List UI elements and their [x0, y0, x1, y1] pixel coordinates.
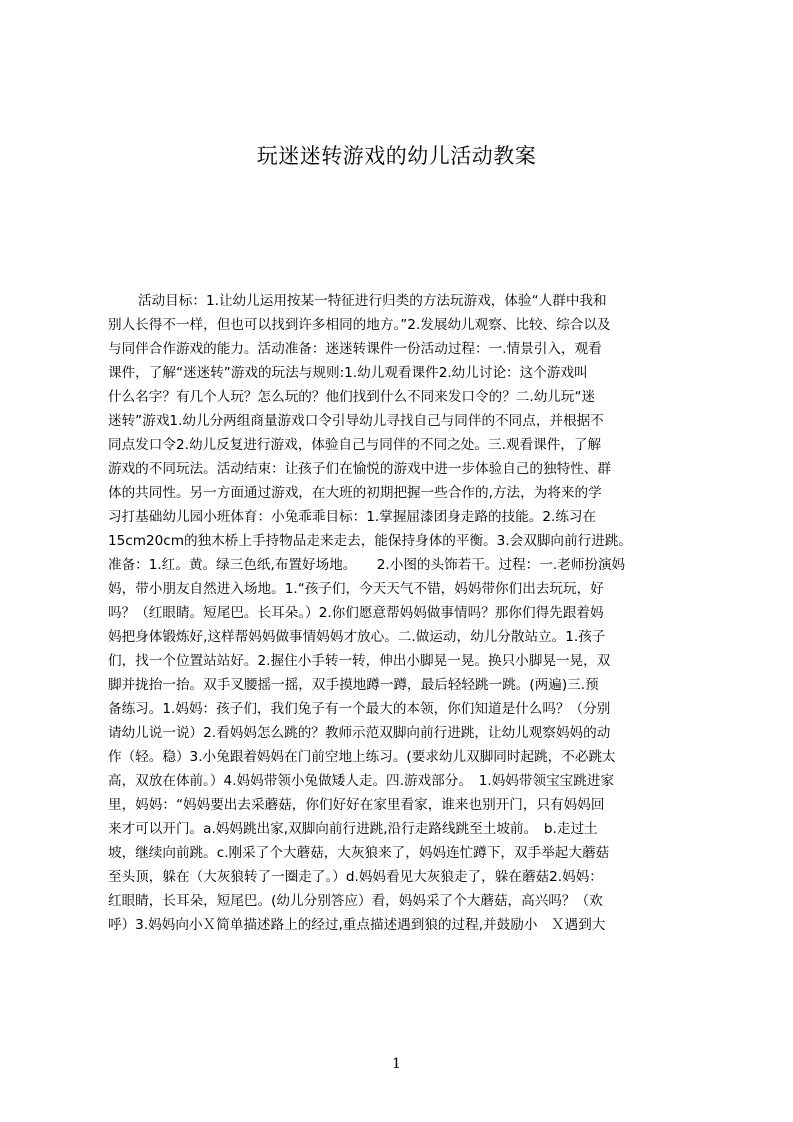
text-line: 什么名字？有几个人玩？怎么玩的？他们找到什么不同来发口令的？二.幼儿玩“迷 [108, 389, 596, 405]
text-line: 迷转”游戏1.幼儿分两组商量游戏口令引导幼儿寻找自己与同伴的不同点，并根据不 [108, 413, 604, 429]
text-line: 习打基础幼儿园小班体育：小兔乖乖目标：1.掌握屈漆团身走路的技能。2.练习在 [108, 509, 597, 525]
text-line: 体的共同性。另一方面通过游戏，在大班的初期把握一些合作的,方法，为将来的学 [108, 485, 602, 501]
text-line: 游戏的不同玩法。活动结束：让孩子们在愉悦的游戏中进一步体验自己的独特性、群 [108, 461, 611, 477]
text-line: 准备：1.红。黄。绿三色纸,布置好场地。 2.小图的头饰若干。过程：一.老师扮演妈 [108, 557, 626, 573]
text-line: 们，找一个位置站站好。2.握住小手转一转，伸出小脚晃一晃。换只小脚晃一晃，双 [108, 653, 611, 669]
text-line: 与同伴合作游戏的能力。活动准备：迷迷转课件一份活动过程：一.情景引入，观看 [108, 341, 602, 357]
body-text [108, 289, 698, 937]
text-line: 课件，了解“迷迷转”游戏的玩法与规则:1.幼儿观看课件2.幼儿讨论：这个游戏叫 [108, 365, 588, 381]
text-line: 至头顶，躲在（大灰狼转了一圈走了。）d.妈妈看见大灰狼走了，躲在蘑菇2.妈妈： [108, 869, 603, 885]
text-line: 红眼睛，长耳朵，短尾巴。(幼儿分别答应）看，妈妈采了个大蘑菇，高兴吗？（欢 [108, 893, 603, 909]
text-line: 吗？（红眼睛。短尾巴。长耳朵。）2.你们愿意帮妈妈做事情吗？那你们得先跟着妈 [108, 605, 604, 621]
text-line: 15cm20cm的独木桥上手持物品走来走去，能保持身体的平衡。3.会双脚向前行进跳。 [108, 533, 632, 549]
text-line: 活动目标：1.让幼儿运用按某一特征进行归类的方法玩游戏，体验“人群中我和 [138, 293, 607, 309]
text-line: 作（轻。稳）3.小兔跟着妈妈在门前空地上练习。(要求幼儿双脚同时起跳，不必跳太 [108, 749, 616, 765]
text-line: 坡，继续向前跳。c.刚采了个大蘑菇，大灰狼来了，妈妈连忙蹲下，双手举起大蘑菇 [108, 845, 610, 861]
text-line: 妈，带小朋友自然进入场地。1.“孩子们，今天天气不错，妈妈带你们出去玩玩，好 [108, 581, 604, 597]
page-number: 1 [392, 1056, 401, 1072]
text-line: 高，双放在体前。）4.妈妈带领小兔做矮人走。四.游戏部分。 1.妈妈带领宝宝跳进家 [108, 773, 615, 789]
text-line: 备练习。1.妈妈：孩子们，我们兔子有一个最大的本领，你们知道是什么吗？（分别 [108, 701, 611, 717]
document-title: 玩迷迷转游戏的幼儿活动教案 [256, 144, 537, 168]
text-line: 里，妈妈：“妈妈要出去采蘑菇，你们好好在家里看家，谁来也别开门，只有妈妈回 [108, 797, 605, 813]
text-line: 妈把身体锻炼好,这样帮妈妈做事情妈妈才放心。二.做运动，幼儿分散站立。1.孩子 [108, 629, 606, 645]
text-line: 别人长得不一样，但也可以找到许多相同的地方。”2.发展幼儿观察、比较、综合以及 [108, 317, 611, 333]
text-line: 呼）3.妈妈向小Ｘ简单描述路上的经过,重点描述遇到狼的过程,并鼓励小 Ｘ遇到大 [108, 917, 606, 933]
text-line: 脚并拢抬一抬。双手叉腰摇一摇，双手摸地蹲一蹲，最后轻轻跳一跳。(两遍)三.预 [108, 677, 599, 693]
text-line: 同点发口令2.幼儿反复进行游戏，体验自己与同伴的不同之处。三.观看课件，了解 [108, 437, 602, 453]
text-line: 来才可以开门。a.妈妈跳出家,双脚向前行进跳,沿行走路线跳至土坡前。 b.走过土 [108, 821, 598, 837]
text-line: 请幼儿说一说）2.看妈妈怎么跳的？教师示范双脚向前行进跳，让幼儿观察妈妈的动 [108, 725, 611, 741]
